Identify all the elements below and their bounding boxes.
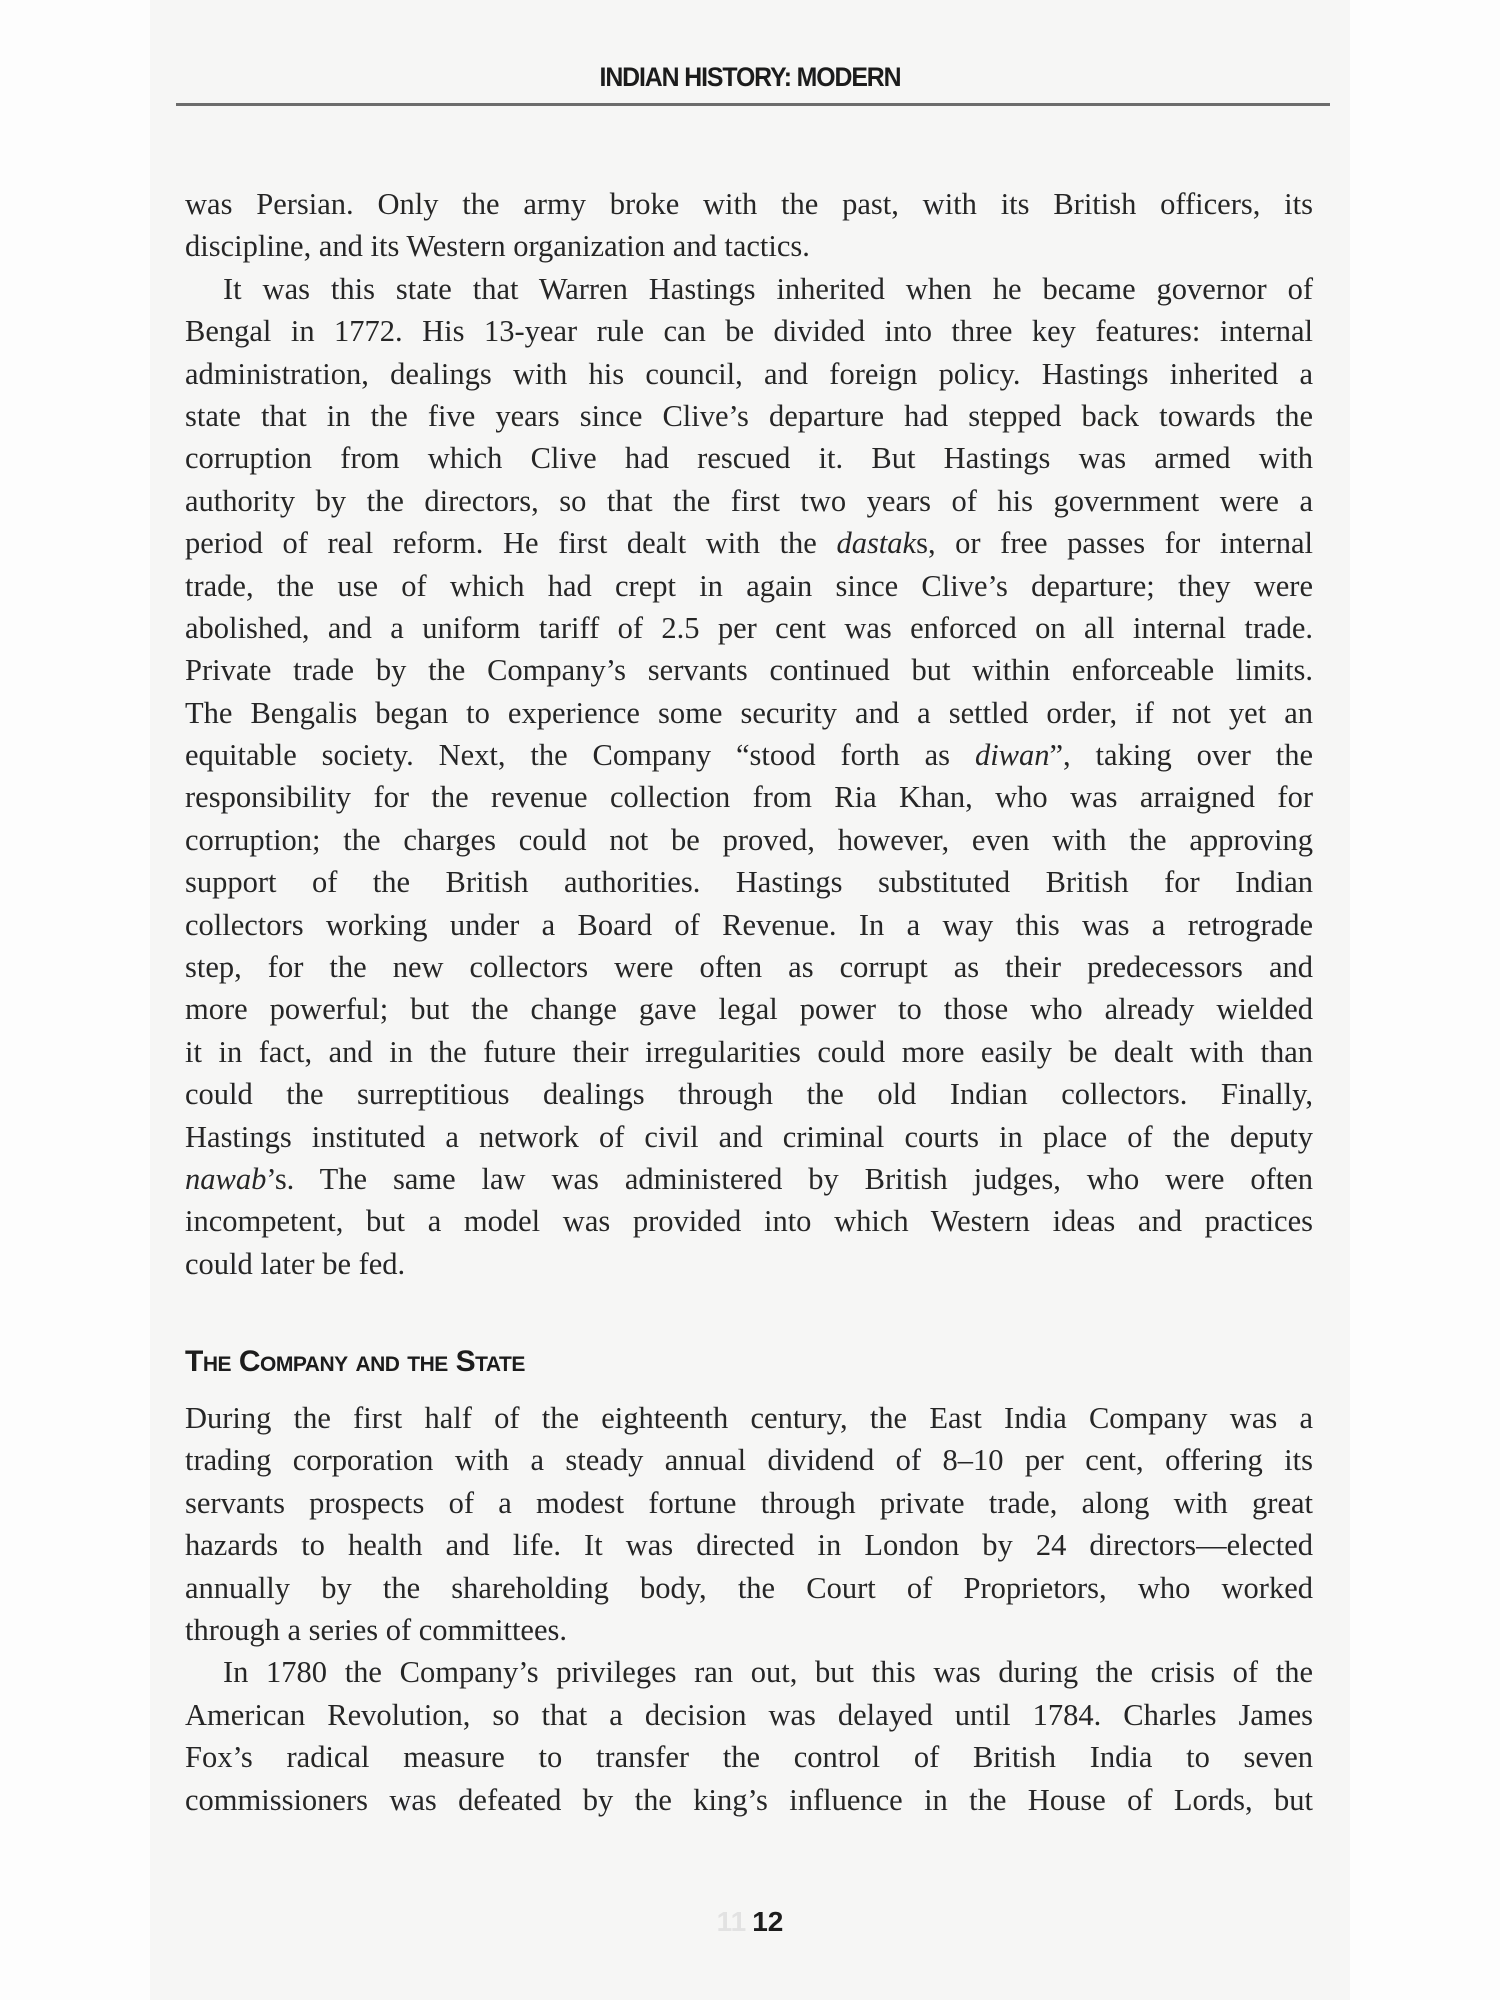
- show-through-number: 11: [716, 1906, 747, 1937]
- text-line: authority by the directors, so that the first two years of his government were a: [185, 483, 1313, 518]
- text-line: it in fact, and in the future their irregularities could more easily be dealt with than: [185, 1034, 1313, 1069]
- text-line: could the surreptitious dealings through the old Indian collectors. Finally,: [185, 1077, 1313, 1112]
- text-line: [185, 1158, 1313, 1200]
- text-line: was Persian. Only the army broke with the past, with its British officers, its: [185, 187, 1313, 221]
- text-line: trading corporation with a steady annual dividend of 8–10 per cent, offering its: [185, 1443, 1313, 1478]
- text-line: trade, the use of which had crept in again since Clive’s departure; they were: [185, 568, 1313, 603]
- text-line: step, for the new collectors were often as corrupt as their predecessors and: [185, 950, 1313, 985]
- text-line: annually by the shareholding body, the Court of Proprietors, who worked: [185, 1570, 1313, 1605]
- text-line: Private trade by the Company’s servants continued but within enforceable limits.: [185, 653, 1313, 688]
- text-line: Fox’s radical measure to transfer the control of British India to seven: [185, 1740, 1313, 1775]
- text-line: hazards to health and life. It was directed in London by 24 directors—elected: [185, 1528, 1313, 1563]
- text-line: administration, dealings with his council, and foreign policy. Hastings inherited a: [185, 356, 1313, 391]
- text-line: The Bengalis began to experience some security and a settled order, if not yet an: [185, 695, 1313, 730]
- text-line: American Revolution, so that a decision was delayed until 1784. Charles James: [185, 1697, 1313, 1732]
- text-line: It was this state that Warren Hastings inherited when he became governor of: [223, 271, 1313, 306]
- text-line: [185, 734, 1313, 776]
- text-line: In 1780 the Company’s privileges ran out, but this was during the crisis of the: [223, 1655, 1313, 1690]
- page-number-text: 12: [752, 1906, 784, 1937]
- text-segment: ”, taking over the: [1049, 738, 1313, 773]
- italic-term: diwan: [974, 738, 1050, 773]
- text-line: corruption; the charges could not be proved, however, even with the approving: [185, 822, 1313, 857]
- text-line: corruption from which Clive had rescued it. But Hastings was armed with: [185, 441, 1313, 476]
- text-line: could later be fed.: [185, 1246, 406, 1281]
- text-segment: s, or free passes for internal: [916, 526, 1313, 561]
- text-segment: ’s. The same law was administered by British judges, who were often: [266, 1161, 1313, 1196]
- text-segment: period of real reform. He first dealt with the: [185, 526, 837, 561]
- text-line: abolished, and a uniform tariff of 2.5 per cent was enforced on all internal trade.: [185, 610, 1313, 645]
- text-line: incompetent, but a model was provided into which Western ideas and practices: [185, 1204, 1313, 1239]
- section-1-body: [185, 183, 1313, 1285]
- text-segment: equitable society. Next, the Company “stood forth as: [185, 738, 975, 773]
- section-2-body: [185, 1397, 1313, 1821]
- text-line: responsibility for the revenue collection from Ria Khan, who was arraigned for: [185, 780, 1313, 815]
- text-line: state that in the five years since Clive’s departure had stepped back towards the: [185, 398, 1313, 433]
- text-line: through a series of committees.: [185, 1612, 567, 1647]
- text-line: servants prospects of a modest fortune through private trade, along with great: [185, 1485, 1313, 1520]
- page-number: [0, 1906, 1500, 1938]
- text-line: discipline, and its Western organization and tactics.: [185, 229, 810, 264]
- text-line: support of the British authorities. Hastings substituted British for Indian: [185, 865, 1313, 900]
- text-line: commissioners was defeated by the king’s influence in the House of Lords, but: [185, 1782, 1313, 1817]
- text-line: Hastings instituted a network of civil and criminal courts in place of the deputy: [185, 1119, 1313, 1154]
- text-line: [185, 522, 1313, 564]
- section-heading: The Company and the State: [185, 1345, 525, 1378]
- italic-term: nawab: [185, 1161, 267, 1196]
- text-line: Bengal in 1772. His 13-year rule can be divided into three key features: internal: [185, 314, 1313, 349]
- italic-term: dastak: [836, 526, 917, 561]
- text-line: more powerful; but the change gave legal power to those who already wielded: [185, 992, 1313, 1027]
- text-line: During the first half of the eighteenth century, the East India Company was a: [185, 1401, 1313, 1435]
- running-head: INDIAN HISTORY: MODERN: [599, 62, 901, 92]
- text-line: collectors working under a Board of Revenue. In a way this was a retrograde: [185, 907, 1313, 942]
- header-rule: [176, 103, 1330, 106]
